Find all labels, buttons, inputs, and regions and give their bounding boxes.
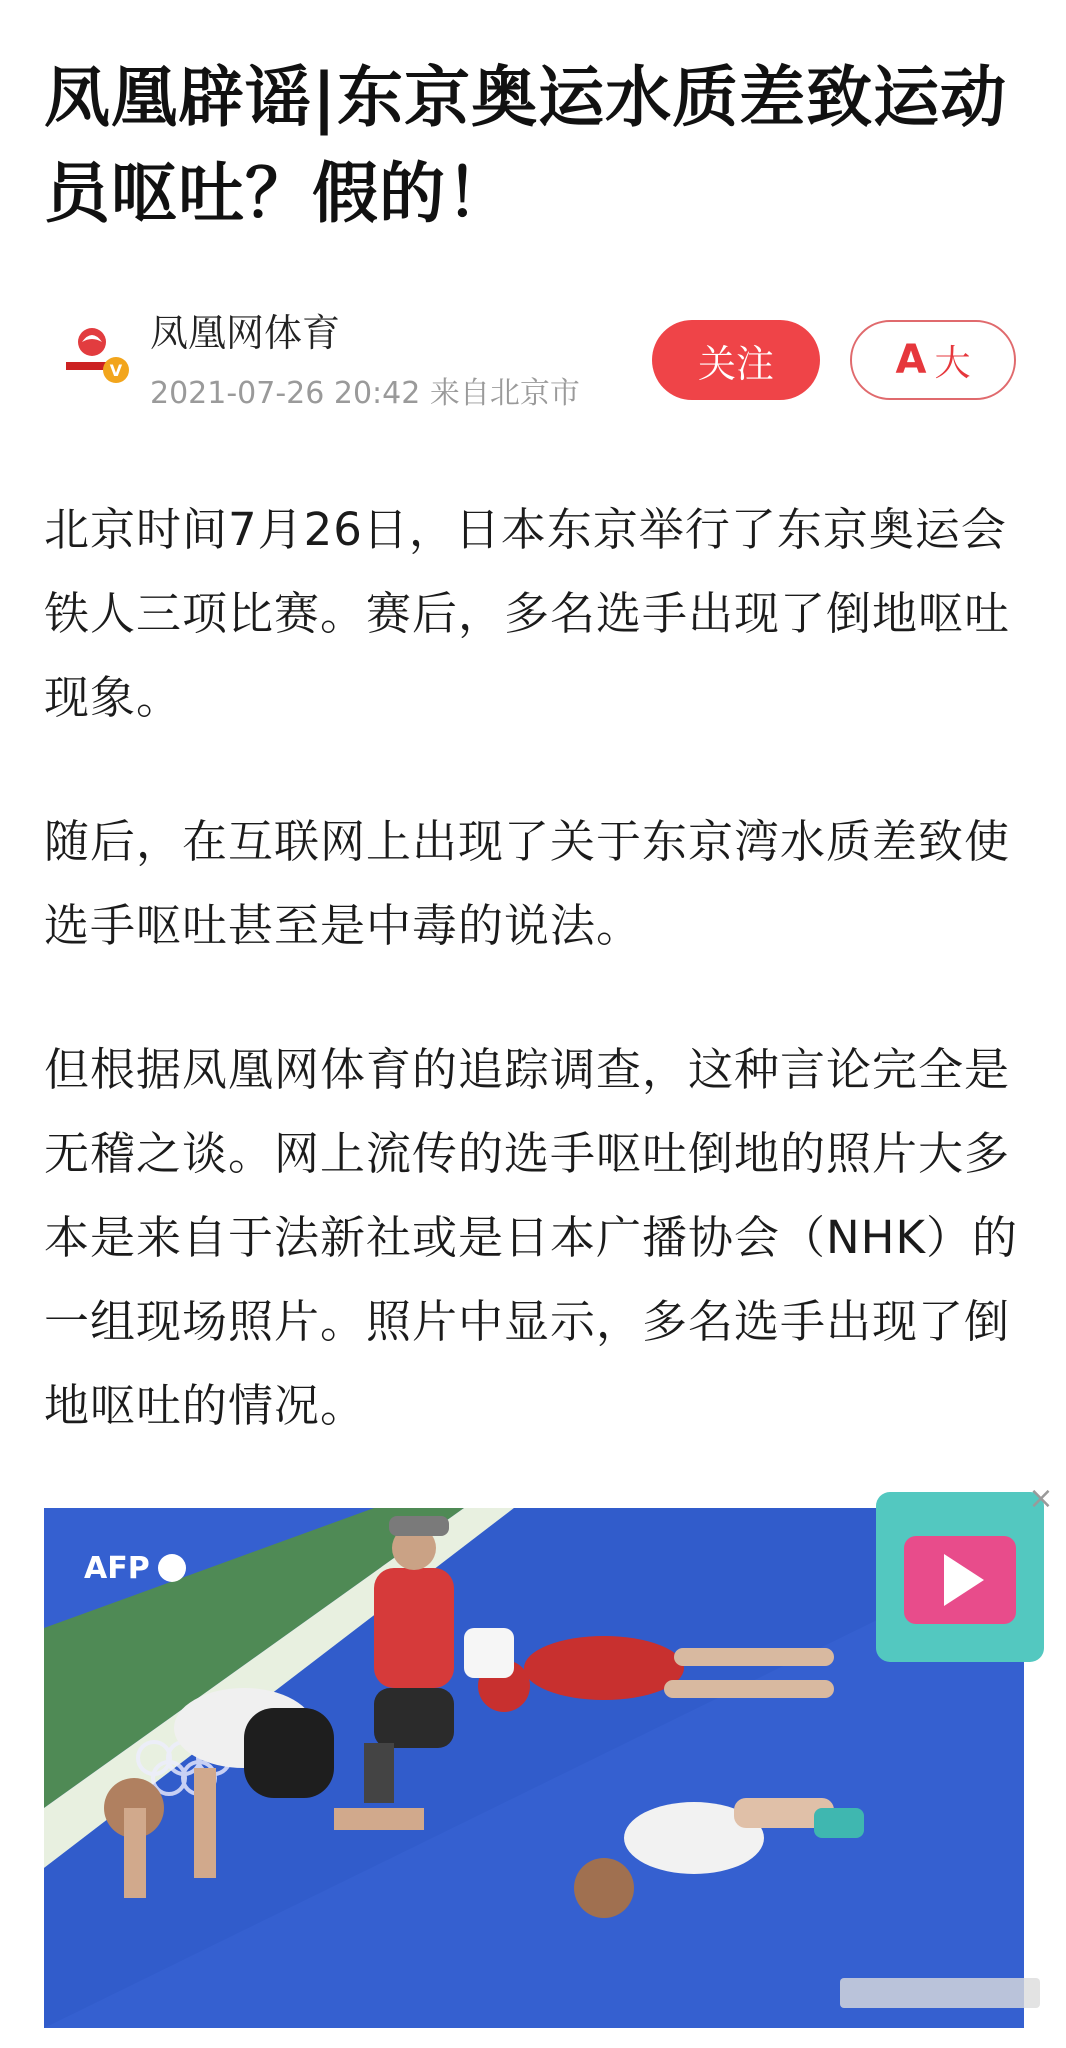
video-ad-widget[interactable]: [876, 1492, 1044, 1662]
follow-button[interactable]: 关注: [652, 320, 820, 400]
font-size-icon: A: [895, 337, 927, 383]
ifeng-logo-icon: [62, 318, 132, 388]
font-size-label: 大: [934, 342, 971, 384]
paragraph-2: 随后，在互联网上出现了关于东京湾水质差致使选手呕吐甚至是中毒的说法。: [44, 815, 1011, 952]
svg-text:V: V: [109, 361, 123, 380]
play-icon: [904, 1536, 1016, 1624]
font-size-button[interactable]: [850, 320, 1016, 400]
image-watermark-bar: [840, 1978, 1040, 2008]
article-title: 凤凰辟谣|东京奥运水质差致运动员呕吐？假的！: [44, 59, 1008, 232]
afp-watermark: AFP: [84, 1551, 150, 1586]
publish-meta: 2021-07-26 20:42 来自北京市: [150, 376, 580, 411]
author-name[interactable]: 凤凰网体育: [150, 311, 341, 355]
paragraph-1: 北京时间7月26日，日本东京举行了东京奥运会铁人三项比赛。赛后，多名选手出现了倒地呕吐现象。: [44, 503, 1011, 724]
paragraph-3: 但根据凤凰网体育的追踪调查，这种言论完全是无稽之谈。网上流传的选手呕吐倒地的照片大多本是来自于法新社或是日本广播协会（NHK）的一组现场照片。照片中显示，多名选手出现了倒地呕吐的情况。: [44, 1043, 1019, 1432]
close-icon[interactable]: ×: [1028, 1481, 1054, 1516]
